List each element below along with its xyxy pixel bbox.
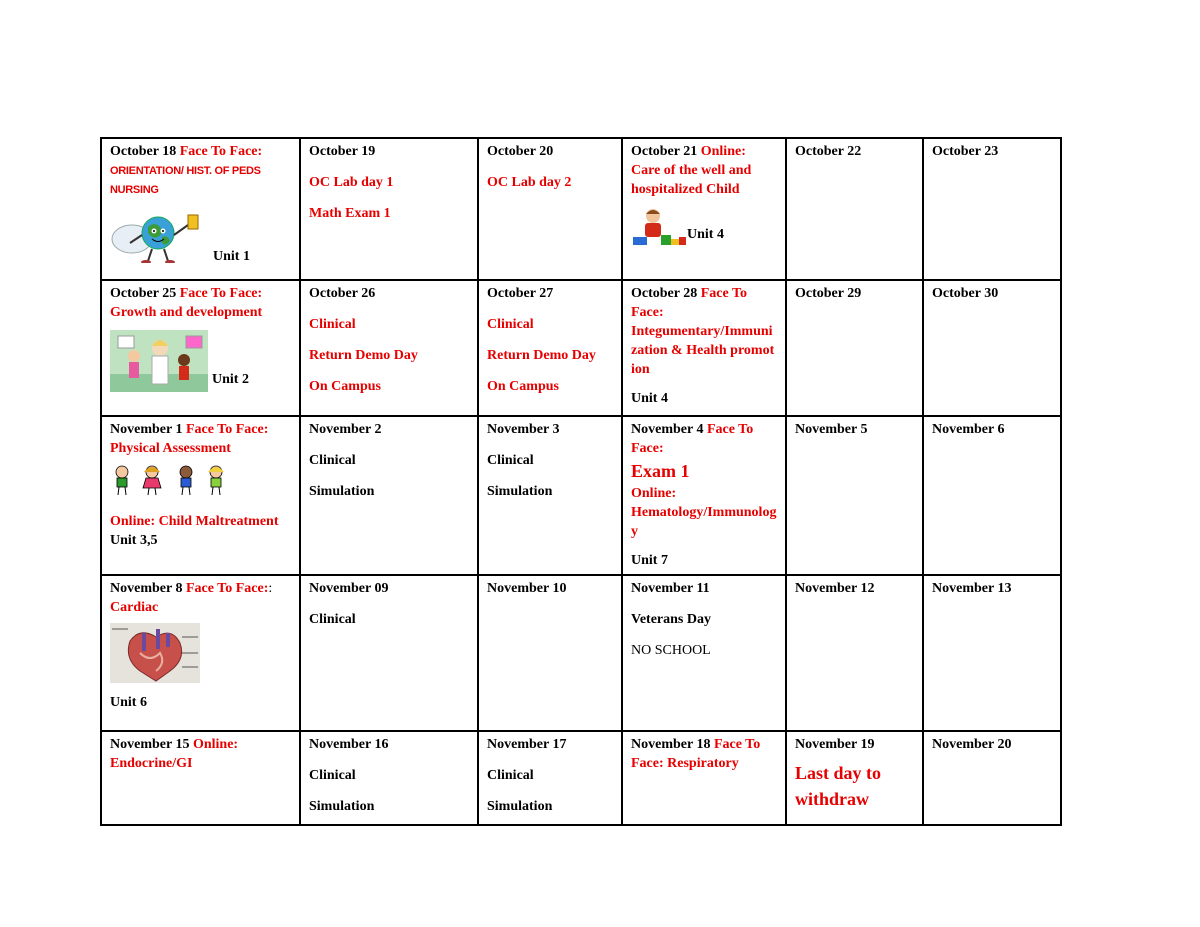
day-cell	[300, 416, 478, 575]
date-label: November 09	[309, 581, 389, 596]
day-cell	[478, 280, 622, 416]
date-label: November 15	[110, 737, 190, 752]
event-line: Clinical	[487, 453, 534, 468]
unit-label: Unit 3,5	[110, 533, 158, 548]
date-label: November 16	[309, 737, 389, 752]
date-label: October 27	[487, 286, 554, 301]
day-cell	[478, 575, 622, 731]
day-cell	[101, 575, 300, 731]
online-label: Online:	[631, 486, 677, 501]
day-cell	[101, 731, 300, 825]
event-line: Return Demo Day	[487, 348, 596, 363]
date-label: October 30	[932, 286, 999, 301]
date-label: October 26	[309, 286, 376, 301]
date-label: October 22	[795, 144, 862, 159]
week-row	[101, 416, 1061, 575]
session-type: Face To Face:	[631, 286, 748, 320]
event-line: OC Lab day 1	[309, 175, 394, 190]
date-label: October 23	[932, 144, 999, 159]
day-cell	[300, 280, 478, 416]
day-cell	[923, 416, 1061, 575]
event-line: Clinical	[309, 768, 356, 783]
session-type: Face To Face:	[631, 422, 754, 456]
date-label: November 4	[631, 422, 704, 437]
date-label: November 1	[110, 422, 183, 437]
week-row	[101, 138, 1061, 280]
day-cell	[101, 280, 300, 416]
day-cell	[622, 731, 786, 825]
event-line: Math Exam 1	[309, 206, 391, 221]
day-cell	[478, 138, 622, 280]
event-line: Clinical	[487, 768, 534, 783]
session-type: Face To Face:	[179, 144, 263, 159]
date-label: November 8	[110, 581, 183, 596]
day-cell	[478, 731, 622, 825]
session-type: Face To Face:	[185, 422, 269, 437]
day-cell	[101, 416, 300, 575]
event-line: On Campus	[309, 379, 381, 394]
day-cell	[923, 138, 1061, 280]
date-label: October 28	[631, 286, 698, 301]
day-cell	[786, 280, 923, 416]
date-label: November 3	[487, 422, 560, 437]
online-topic: Online: Child Maltreatment	[110, 514, 279, 529]
session-type: Face To Face:	[185, 581, 269, 596]
topic: Cardiac	[110, 600, 159, 615]
exam-label: Exam 1	[631, 461, 690, 481]
topic: Endocrine/GI	[110, 756, 193, 771]
day-cell	[300, 138, 478, 280]
event-line: Clinical	[487, 317, 534, 332]
topic: Physical Assessment	[110, 441, 231, 456]
date-label: October 20	[487, 144, 554, 159]
unit-label: Unit 1	[213, 249, 250, 264]
event-line: Clinical	[309, 612, 356, 627]
day-cell	[923, 731, 1061, 825]
event-line: On Campus	[487, 379, 559, 394]
event-line: Simulation	[487, 799, 553, 814]
date-label: November 2	[309, 422, 382, 437]
withdraw-notice: Last day to withdraw	[795, 763, 882, 809]
date-label: November 13	[932, 581, 1012, 596]
week-row	[101, 731, 1061, 825]
date-label: October 19	[309, 144, 376, 159]
session-type: Face To Face:	[179, 286, 263, 301]
event-line: Simulation	[309, 799, 375, 814]
day-cell	[622, 575, 786, 731]
day-cell	[923, 575, 1061, 731]
day-cell	[786, 416, 923, 575]
punctuation: :	[268, 581, 273, 596]
calendar-table	[100, 137, 1062, 826]
date-label: October 25	[110, 286, 177, 301]
week-row	[101, 280, 1061, 416]
event-line: Clinical	[309, 453, 356, 468]
kids-cartoon	[110, 464, 232, 496]
date-label: November 17	[487, 737, 567, 752]
date-label: November 10	[487, 581, 567, 596]
topic: Integumentary/Immunization & Health promotion	[631, 324, 775, 377]
week-row	[101, 575, 1061, 731]
nurse-children-cartoon	[110, 330, 208, 392]
date-label: November 18	[631, 737, 711, 752]
day-cell	[478, 416, 622, 575]
day-cell	[786, 575, 923, 731]
event-line: Clinical	[309, 317, 356, 332]
topic: Care of the well and hospitalized Child	[631, 163, 752, 197]
day-cell	[923, 280, 1061, 416]
day-cell	[101, 138, 300, 280]
topic: Hematology/Immunology	[631, 505, 777, 539]
event-line: Veterans Day	[631, 612, 711, 627]
day-cell	[622, 416, 786, 575]
day-cell	[786, 138, 923, 280]
unit-label: Unit 7	[631, 553, 668, 568]
earth-cartoon-icon	[110, 209, 202, 263]
session-type: Online:	[700, 144, 746, 159]
unit-label: Unit 4	[687, 227, 724, 242]
day-cell	[300, 731, 478, 825]
event-line: NO SCHOOL	[631, 643, 711, 658]
event-line: Simulation	[309, 484, 375, 499]
unit-label: Unit 2	[212, 372, 249, 387]
day-cell	[622, 280, 786, 416]
unit-label: Unit 4	[631, 391, 668, 406]
event-line: Return Demo Day	[309, 348, 418, 363]
topic: Growth and development	[110, 305, 263, 320]
heart-diagram	[110, 623, 200, 683]
topic: ORIENTATION/ HIST. OF PEDS NURSING	[110, 165, 261, 196]
event-line: Simulation	[487, 484, 553, 499]
date-label: November 20	[932, 737, 1012, 752]
child-playing-photo	[631, 207, 687, 247]
day-cell	[622, 138, 786, 280]
day-cell	[300, 575, 478, 731]
session-type: Face To Face:	[631, 737, 761, 771]
date-label: October 21	[631, 144, 698, 159]
date-label: October 18	[110, 144, 177, 159]
unit-label: Unit 6	[110, 695, 147, 710]
date-label: November 19	[795, 737, 875, 752]
session-type: Online:	[192, 737, 239, 752]
date-label: November 5	[795, 422, 868, 437]
date-label: November 12	[795, 581, 875, 596]
event-line: OC Lab day 2	[487, 175, 572, 190]
date-label: November 11	[631, 581, 710, 596]
date-label: November 6	[932, 422, 1005, 437]
day-cell	[786, 731, 923, 825]
topic: Respiratory	[667, 756, 739, 771]
date-label: October 29	[795, 286, 862, 301]
